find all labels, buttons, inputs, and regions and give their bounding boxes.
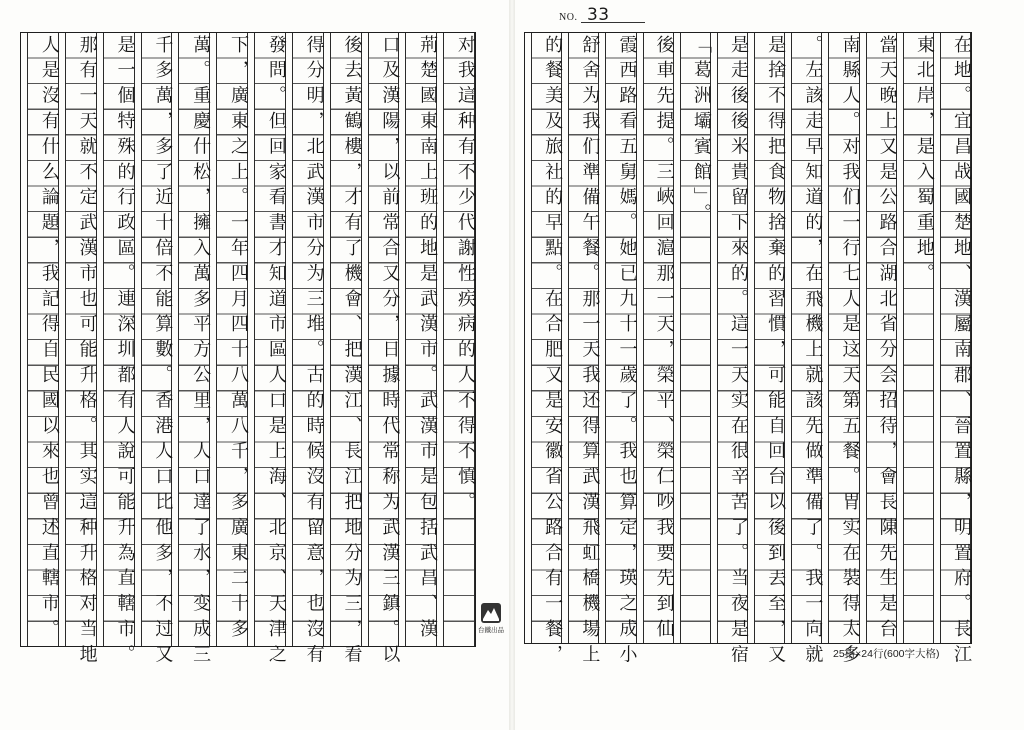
publisher-logo-text: 台鐵出品 xyxy=(478,626,504,634)
left-column xyxy=(443,33,475,646)
left-column xyxy=(27,33,59,646)
right-column xyxy=(605,33,638,670)
grid-spec-label: 25格×24行(600字大格) xyxy=(833,648,940,660)
right-column-text: 當天晚上又是公路合湖北省分会招待，會長陳先生是台 xyxy=(876,35,898,645)
right-column xyxy=(531,33,564,670)
right-column-text: 是捨不得把食物捨棄的習慣，可能自回台以後到丟至，又 xyxy=(765,35,787,670)
right-column xyxy=(754,33,787,670)
right-column xyxy=(680,33,711,643)
left-column-text: 得分明，北武漢市分为三堆。古的時候沒有留意，也沒有 xyxy=(303,35,325,670)
right-column xyxy=(791,33,824,670)
left-column xyxy=(216,33,248,646)
left-column xyxy=(330,33,363,670)
right-column-text: 的餐美及旅社的早點。在合肥又是安徽省公路合有一餐， xyxy=(542,35,564,670)
left-column-text: 对我這种有不少代謝性疾病的人不得不慎。 xyxy=(455,35,476,518)
page-number-value: 33 xyxy=(581,8,645,23)
right-column xyxy=(940,33,972,670)
left-column-text: 發問。但回家看書才知道市區人口是上海、北京、天津之 xyxy=(265,35,287,670)
right-column-text: 舒舍为我们準備午餐。那一天我还得算武漢飛虹橋機場上 xyxy=(579,35,601,670)
left-column-text: 萬。重慶什松，擁入萬多平方公里，人口達了水，变成三 xyxy=(190,35,212,670)
right-column-text: 是走後後米貴留下來的。這一天实在很辛苦了。当夜是宿 xyxy=(728,35,749,670)
left-column-text: 後去黃鶴樓，才有了機會、把漢江、長江把地分为三，看 xyxy=(341,35,363,670)
left-column xyxy=(103,33,136,670)
right-page xyxy=(512,0,1024,730)
right-column xyxy=(717,33,749,670)
left-column xyxy=(405,33,437,646)
left-column xyxy=(254,33,287,670)
page-number xyxy=(559,5,645,25)
left-column-text: 下，廣東之上。一年四月四十八萬八千，多廣東二十多 xyxy=(228,35,249,645)
left-column xyxy=(65,33,98,670)
left-column xyxy=(368,33,401,670)
left-manuscript-grid xyxy=(20,32,476,670)
left-column xyxy=(178,33,212,670)
right-column xyxy=(866,33,897,643)
left-column-text: 那有一天就不定武漢市也可能升格。其实這种升格对当地 xyxy=(76,35,98,670)
left-column-text: 千多萬，多了近十倍不能算數。香港人口比他多，不过又 xyxy=(152,35,174,670)
mountain-logo-icon xyxy=(480,602,502,624)
publisher-logo xyxy=(469,602,513,648)
right-column-text: 。左該走早知道的，在飛機上就該先做準備了。我一向就 xyxy=(802,35,824,670)
right-column xyxy=(568,33,601,670)
right-column xyxy=(903,33,934,643)
left-column-text: 荊楚國東南上班的地是武漢市。武漢市是包括武昌、漢 xyxy=(417,35,439,645)
right-column-text: 「葛洲壩賓館」。 xyxy=(690,35,712,230)
right-column xyxy=(643,33,674,643)
page-number-label: NO. xyxy=(559,12,578,23)
right-column-text: 東北岸，是入蜀重地。 xyxy=(913,35,935,289)
right-column xyxy=(828,33,861,670)
left-column xyxy=(292,33,325,670)
left-column-text: 是一個特殊的行政區。連深圳都有人說可能升為直轄市。 xyxy=(114,35,136,670)
right-column-text: 後車先提。三峽回滬那一天，榮平、榮仁吵我要先到仙 xyxy=(653,35,675,645)
right-column-text: 南縣人。对我们一行七人是这天第五餐。胃实在裝得太多 xyxy=(839,35,861,670)
right-column-text: 霞西路看五舅媽。她已九十一歲了。我也算定，瑛之成小 xyxy=(616,35,638,670)
left-column xyxy=(141,33,174,670)
left-column-text: 口及漢陽，以前常合又分，日據時代常称为武漢三鎮。以 xyxy=(379,35,401,670)
right-column-text: 在地。宜昌战國楚地、漢屬南郡、晉置縣，明置府。長江 xyxy=(951,35,972,670)
left-column-text: 人是沒有什么論題，我記得自民國以來也曾述直轄市。 xyxy=(38,35,60,645)
